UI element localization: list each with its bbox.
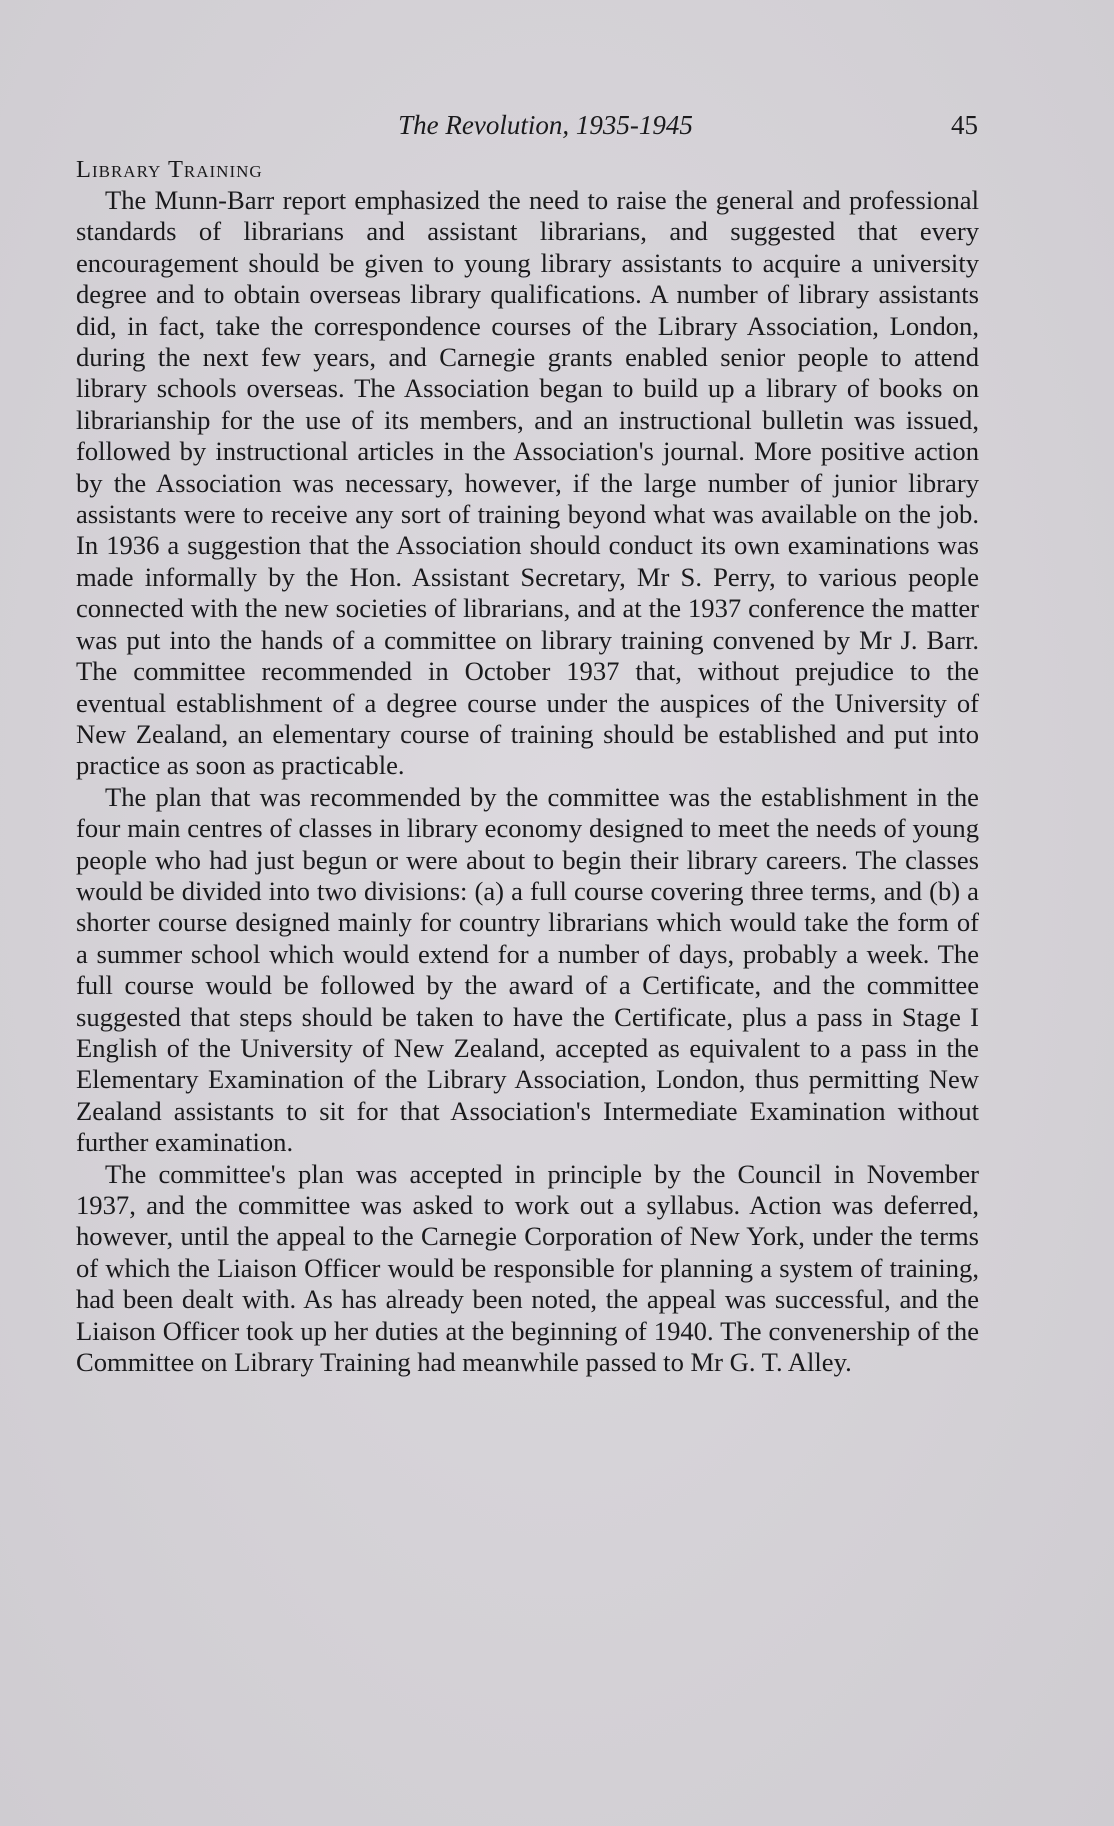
body-paragraph-2: The plan that was recommended by the committee was the establishment in the four main centres of classes in library economy designed to meet the needs of young people who had just begun or were about to begin their library careers. The classes would be divided into two divisions: (a) a full course covering three terms, and (b) a shorter course designed mainly for country librarians which would take the form of a summer school which would extend for a number of days, probably a week. The full course would be followed by the award of a Certificate, and the committee suggested that steps should be taken to have the Certificate, plus a pass in Stage I English of the University of New Zealand, accepted as equivalent to a pass in the Elementary Examination of the Library Association, London, thus permitting New Zealand assistants to sit for that Association's Intermediate Examination without further examination.	[76, 781, 979, 1158]
running-head	[76, 108, 979, 148]
page-number: 45	[951, 110, 978, 140]
body-paragraph-3: The committee's plan was accepted in principle by the Council in November 1937, and the committee was asked to work out a syllabus. Action was deferred, however, until the appeal to the Carnegie Corporation of New York, under the terms of which the Liaison Officer would be responsible for planning a system of training, had been dealt with. As has already been noted, the appeal was successful, and the Liaison Officer took up her duties at the beginning of 1940. The convenership of the Committee on Library Training had meanwhile passed to Mr G. T. Alley.	[76, 1158, 979, 1378]
book-page	[76, 108, 979, 1378]
body-paragraph-1: The Munn-Barr report emphasized the need to raise the general and professional standards of librarians and assistant librarians, and suggested that every encouragement should be given to young library assistants to acquire a university degree and to obtain overseas library qualifications. A number of library assistants did, in fact, take the correspondence courses of the Library Association, London, during the next few years, and Carnegie grants enabled senior people to attend library schools overseas. The Association began to build up a library of books on librarianship for the use of its members, and an instructional bulletin was issued, followed by instructional articles in the Association's journal. More positive action by the Association was necessary, however, if the large number of junior library assistants were to receive any sort of training beyond what was available on the job. In 1936 a suggestion that the Association should conduct its own examinations was made informally by the Hon. Assistant Secretary, Mr S. Perry, to various people connected with the new societies of librarians, and at the 1937 conference the matter was put into the hands of a committee on library training convened by Mr J. Barr. The committee recommended in October 1937 that, without prejudice to the eventual establishment of a degree course under the auspices of the University of New Zealand, an elementary course of training should be established and put into practice as soon as practicable.	[76, 185, 979, 781]
section-heading: Library Training	[76, 156, 263, 183]
running-title: The Revolution, 1935-1945	[398, 110, 693, 140]
